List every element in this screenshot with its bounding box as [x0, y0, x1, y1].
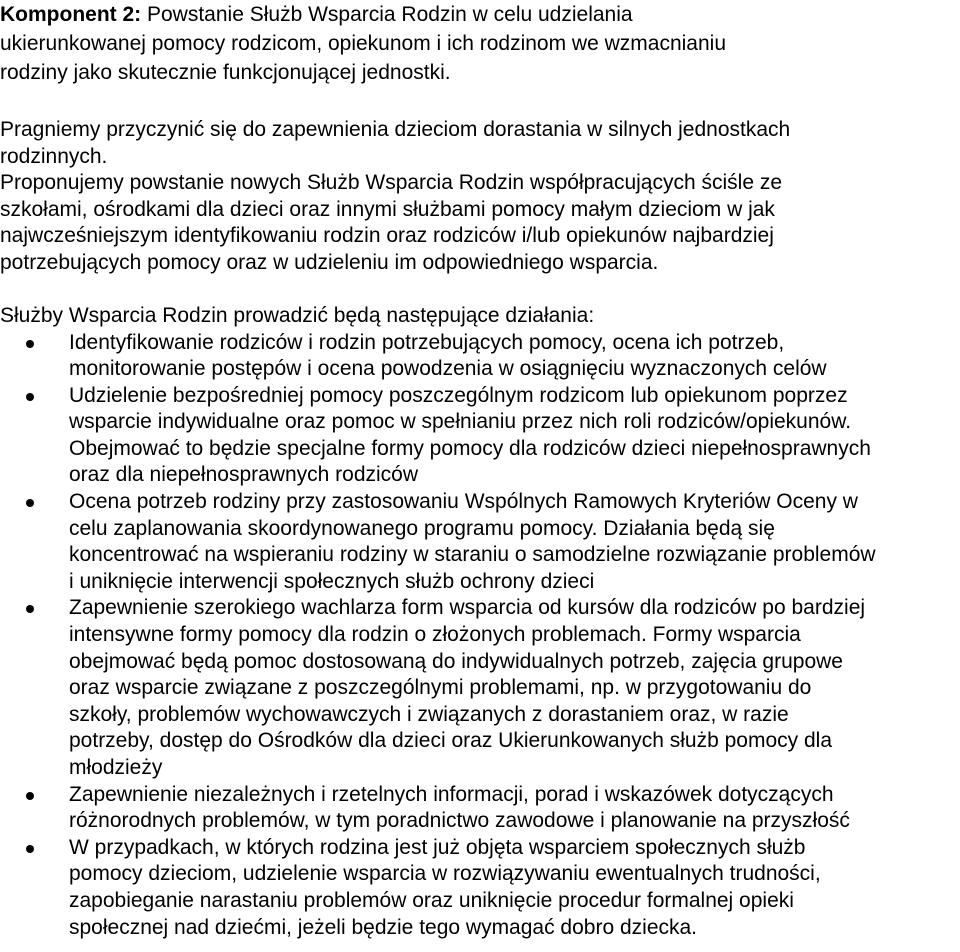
bullet-icon: [26, 499, 34, 507]
list-item-text: W przypadkach, w których rodzina jest już objęta wsparciem społecznych służb pomocy dzieciom, udzielenie wsparcia w rozwiązywaniu ewentualnych trudności, zapobieganie narastaniu problemów oraz uniknięcie procedur formalnej opieki społecznej nad dziećmi, jeżeli będzie tego wymagać dobro dziecka.: [69, 835, 821, 939]
list-item: [0, 595, 960, 781]
bullet-icon: [26, 845, 34, 853]
bullet-icon: [26, 393, 34, 401]
list-item-text: Zapewnienie niezależnych i rzetelnych informacji, porad i wskazówek dotyczących różnorodnych problemów, w tym poradnictwo zawodowe i planowanie na przyszłość: [69, 782, 850, 833]
section-heading: [0, 0, 960, 87]
list-item-text: Udzielenie bezpośredniej pomocy poszczególnym rodzicom lub opiekunom poprzez wsparcie indywidualne oraz pomoc w spełnianiu przez nich roli rodziców/opiekunów. Obejmować to będzie specjalne formy pomocy dla rodziców dzieci niepełnosprawnych oraz dla niepełnosprawnych rodziców: [69, 383, 871, 487]
heading-label: Komponent 2:: [0, 3, 142, 26]
list-item-text: Ocena potrzeb rodziny przy zastosowaniu Wspólnych Ramowych Kryteriów Oceny w celu zaplanowania skoordynowanego programu pomocy. Działania będą się koncentrować na wspieraniu rodziny w staraniu o samodzielne rozwiązanie problemów i uniknięcie interwencji społecznych służb ochrony dzieci: [69, 490, 876, 593]
bullet-icon: [26, 340, 34, 348]
list-item: [0, 835, 960, 941]
bullet-icon: [26, 605, 34, 613]
list-item-text: Identyfikowanie rodziców i rodzin potrzebujących pomocy, ocena ich potrzeb, monitorowanie postępów i ocena powodzenia w osiągnięciu wyznaczonych celów: [69, 330, 827, 381]
paragraph-proposal: Proponujemy powstanie nowych Służb Wsparcia Rodzin współpracujących ściśle ze szkołami, ośrodkami dla dzieci oraz innymi służbami pomocy małym dzieciom w jak najwcześniejszym identyfikowaniu rodzin oraz rodziców i/lub opiekunów najbardziej potrzebujących pomocy oraz w udzieleniu im odpowiedniego wsparcia.: [0, 171, 783, 274]
activities-list: [0, 330, 960, 942]
list-item: [0, 782, 960, 835]
list-item: [0, 330, 960, 383]
paragraph-intro: Pragniemy przyczynić się do zapewnienia dzieciom dorastania w silnych jednostkach rodzinnych.: [0, 118, 791, 168]
list-item-text: Zapewnienie szerokiego wachlarza form wsparcia od kursów dla rodziców po bardziej intensywne formy pomocy dla rodzin o złożonych problemach. Formy wsparcia obejmować będą pomoc dostosowaną do indywidualnych potrzeb, zajęcia grupowe oraz wsparcie związane z poszczególnymi problemami, np. w przygotowaniu do szkoły, problemów wychowawczych i związanych z dorastaniem oraz, w razie potrzeby, dostęp do Ośrodków dla dzieci oraz Ukierunkowanych służb pomocy dla młodzieży: [69, 596, 866, 779]
list-item: [0, 489, 960, 595]
bullet-icon: [26, 792, 34, 800]
heading-text: Powstanie Służb Wsparcia Rodzin w celu udzielania ukierunkowanej pomocy rodzicom, opiekunom i ich rodzinom we wzmacnianiu rodziny jako skutecznie funkcjonującej jednostki.: [0, 3, 726, 84]
paragraph-activities-lead: Służby Wsparcia Rodzin prowadzić będą następujące działania:: [0, 304, 595, 327]
list-item: [0, 383, 960, 489]
